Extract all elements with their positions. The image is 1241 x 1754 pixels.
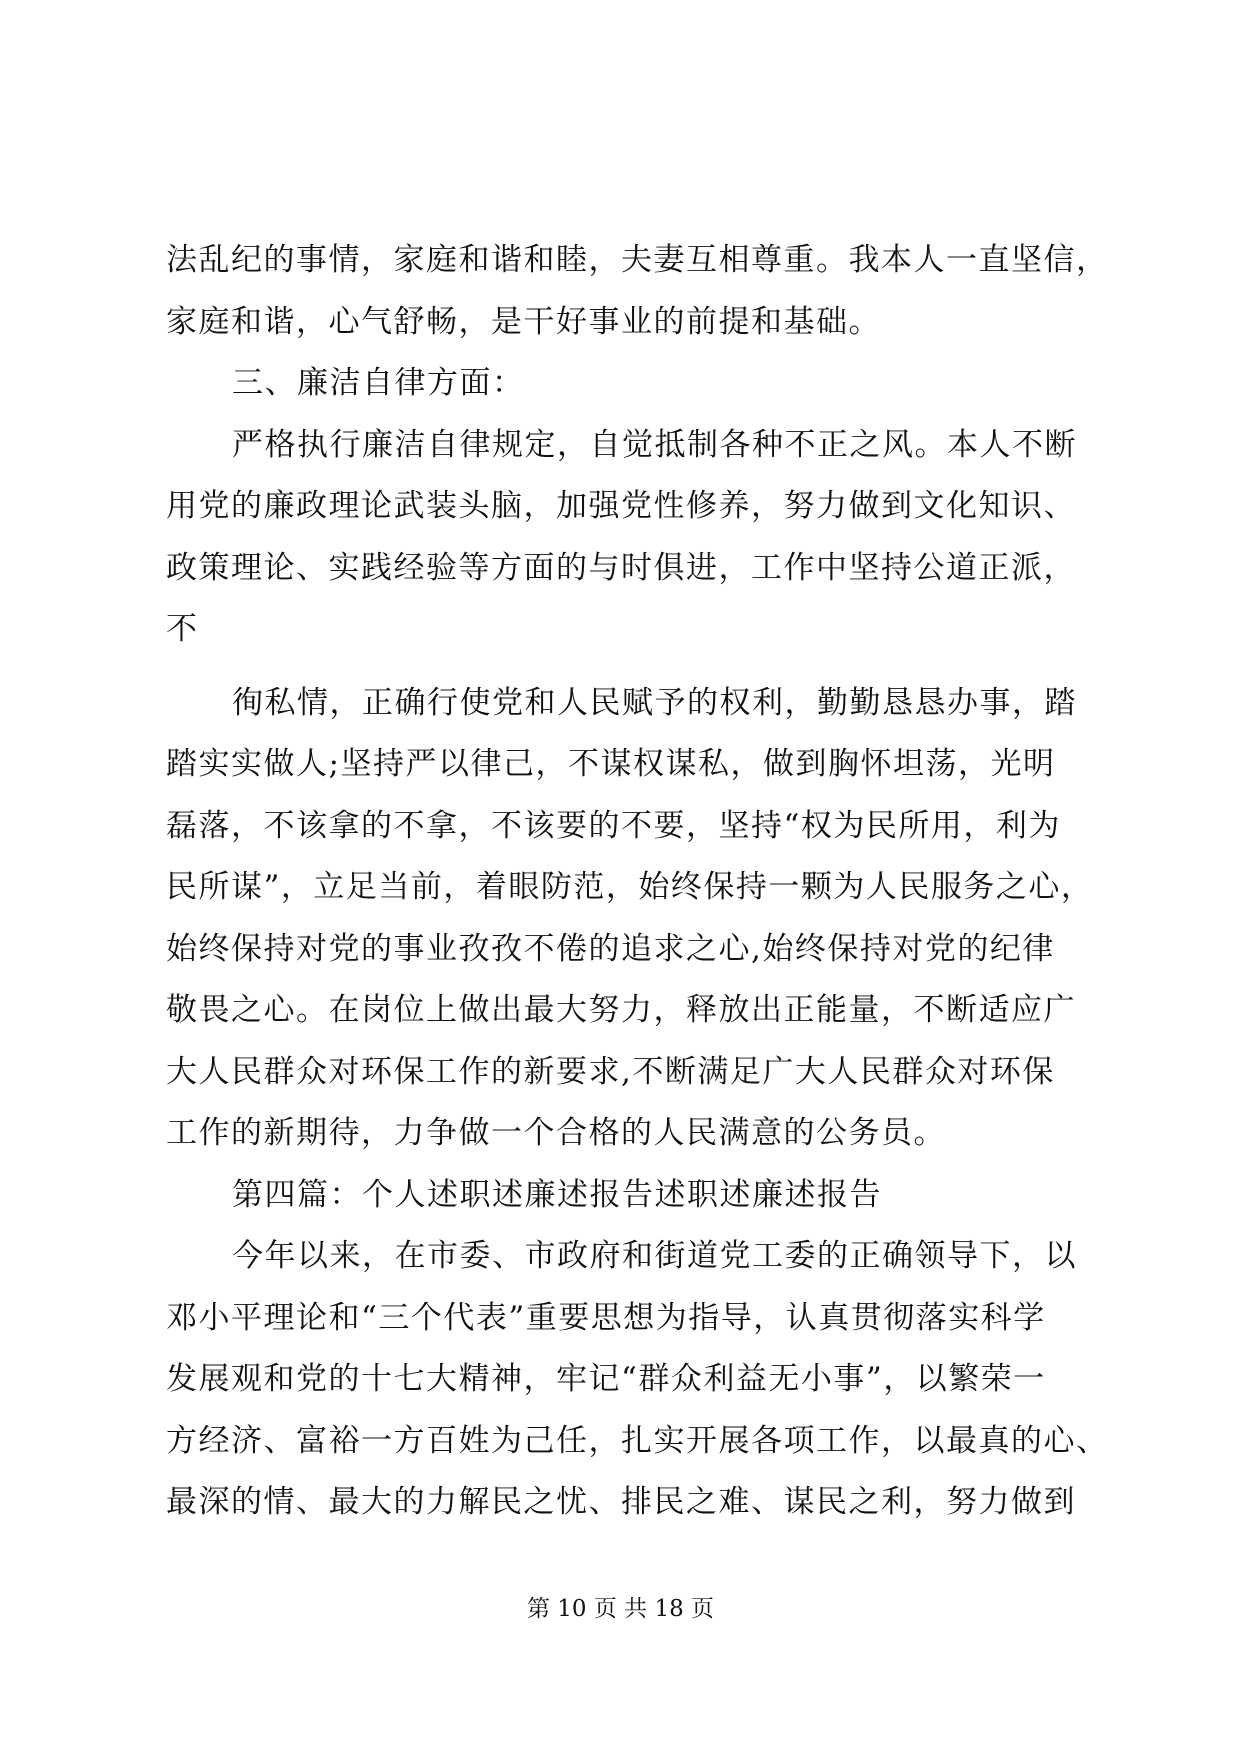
text-line: 踏实实做人;坚持严以律己，不谋权谋私，做到胸怀坦荡，光明 [166,746,1056,782]
text-line: 家庭和谐，心气舒畅，是干好事业的前提和基础。 [166,303,881,340]
text-line: 发展观和党的十七大精神，牢记“群众利益无小事”，以繁荣一 [166,1361,1046,1397]
text-line: 方经济、富裕一方百姓为己任，扎实开展各项工作，以最真的心、 [166,1422,1109,1459]
text-line: 工作的新期待，力争做一个合格的人民满意的公务员。 [166,1115,946,1151]
text-line: 敬畏之心。在岗位上做出最大努力，释放出正能量，不断适应广 [166,992,1076,1028]
text-line: 不 [166,611,199,647]
text-line: 大人民群众对环保工作的新要求,不断满足广大人民群众对环保 [166,1053,1055,1090]
paragraph-start-line: 严格执行廉洁自律规定，自觉抵制各种不正之风。本人不断 [232,426,1077,463]
text-line: 法乱纪的事情，家庭和谐和睦，夫妻互相尊重。我本人一直坚信， [166,242,1109,278]
paragraph-start-line: 徇私情，正确行使党和人民赋予的权利，勤勤恳恳办事，踏 [232,684,1077,721]
text-line: 用党的廉政理论武装头脑，加强党性修养，努力做到文化知识、 [166,488,1076,524]
text-line: 最深的情、最大的力解民之忧、排民之难、谋民之利，努力做到 [166,1484,1076,1520]
section-heading: 第四篇：个人述职述廉述报告述职述廉述报告 [232,1176,882,1213]
paragraph-start-line: 今年以来，在市委、市政府和街道党工委的正确领导下，以 [232,1238,1077,1274]
page-number-footer: 第 10 页 共 18 页 [526,1596,715,1622]
text-line: 政策理论、实践经验等方面的与时俱进，工作中坚持公道正派， [166,549,1076,586]
text-line: 邓小平理论和“三个代表”重要思想为指导，认真贯彻落实科学 [166,1299,1046,1336]
document-body [166,230,1109,1534]
text-line: 始终保持对党的事业孜孜不倦的追求之心,始终保持对党的纪律 [166,930,1055,967]
section-heading: 三、廉洁自律方面： [232,365,525,401]
text-line: 民所谋”，立足当前，着眼防范，始终保持一颗为人民服务之心， [166,869,1094,905]
text-line: 磊落，不该拿的不拿，不该要的不要，坚持“权为民所用，利为 [166,807,1061,844]
